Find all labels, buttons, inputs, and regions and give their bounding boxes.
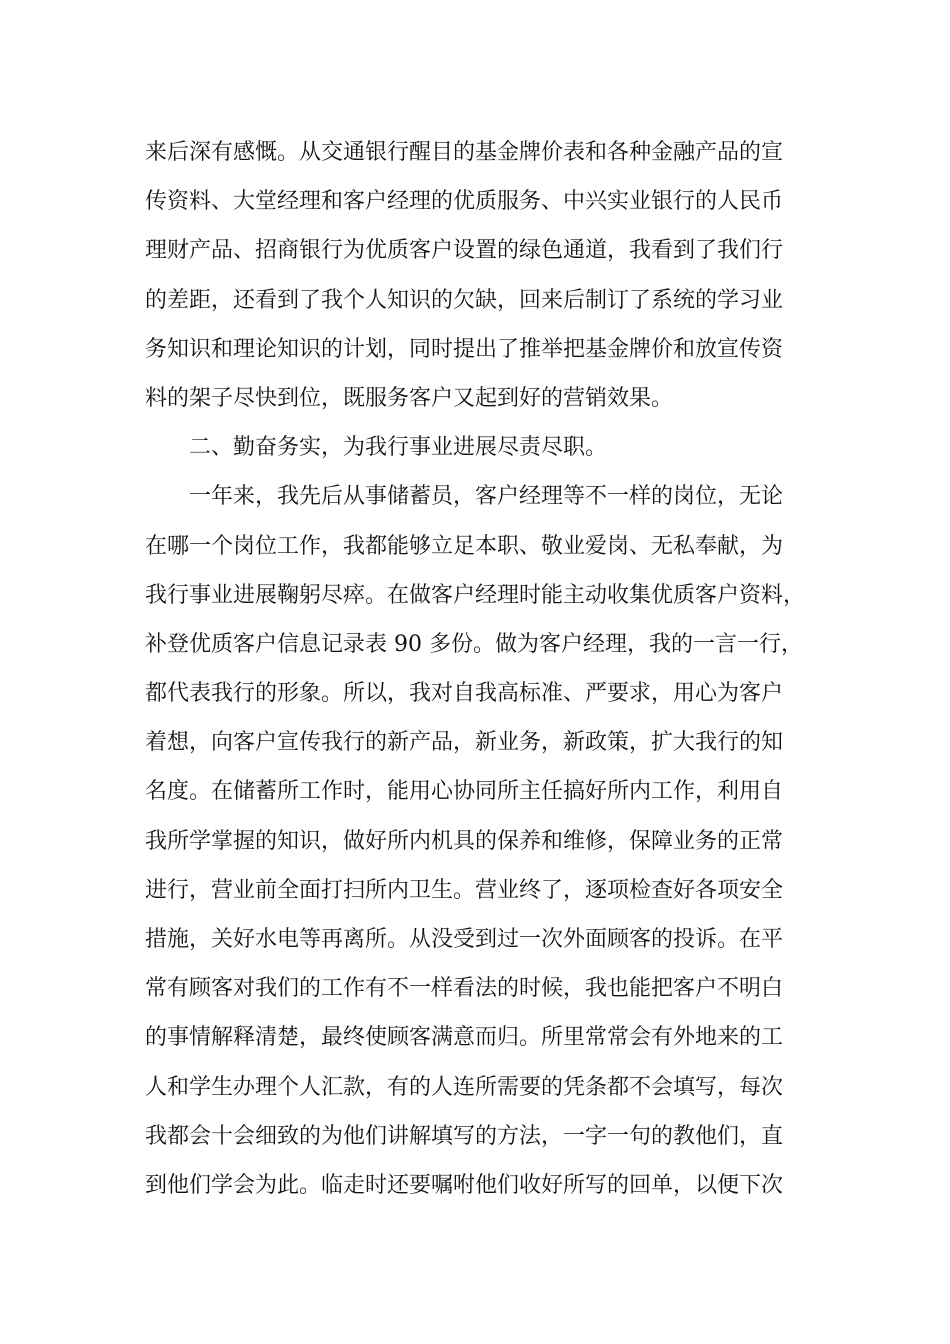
- text-line: 进行，营业前全面打扫所内卫生。营业终了，逐项检查好各项安全: [145, 877, 784, 903]
- text-line: 理财产品、招商银行为优质客户设置的绿色通道，我看到了我们行: [145, 238, 784, 264]
- text-line: 人和学生办理个人汇款，有的人连所需要的凭条都不会填写，每次: [145, 1074, 784, 1100]
- text-line: 都代表我行的形象。所以，我对自我高标准、严要求，用心为客户: [145, 681, 784, 707]
- text-line: 我行事业进展鞠躬尽瘁。在做客户经理时能主动收集优质客户资料，: [145, 582, 806, 608]
- text-line: 的事情解释清楚，最终使顾客满意而归。所里常常会有外地来的工: [145, 1025, 784, 1051]
- text-line: 到他们学会为此。临走时还要嘱咐他们收好所写的回单，以便下次: [145, 1172, 784, 1198]
- text-line: 传资料、大堂经理和客户经理的优质服务、中兴实业银行的人民币: [145, 189, 784, 215]
- text-line: 我所学掌握的知识，做好所内机具的保养和维修，保障业务的正常: [145, 828, 784, 854]
- text-line: 务知识和理论知识的计划，同时提出了推举把基金牌价和放宣传资: [145, 336, 784, 362]
- text-line: 的差距，还看到了我个人知识的欠缺，回来后制订了系统的学习业: [145, 287, 784, 313]
- text-line: 着想，向客户宣传我行的新产品，新业务，新政策，扩大我行的知: [145, 730, 784, 756]
- text-line: 在哪一个岗位工作，我都能够立足本职、敬业爱岗、无私奉献，为: [145, 533, 784, 559]
- paragraph-start: 一年来，我先后从事储蓄员，客户经理等不一样的岗位，无论: [189, 484, 784, 510]
- text-line: 来后深有感慨。从交通银行醒目的基金牌价表和各种金融产品的宣: [145, 140, 784, 165]
- section-heading: 二、勤奋务实，为我行事业进展尽责尽职。: [189, 435, 608, 461]
- text-line: 我都会十会细致的为他们讲解填写的方法，一字一句的教他们，直: [145, 1123, 784, 1149]
- text-line: 补登优质客户信息记录表 90 多份。做为客户经理，我的一言一行，: [145, 631, 803, 657]
- text-line: 措施，关好水电等再离所。从没受到过一次外面顾客的投诉。在平: [145, 927, 784, 952]
- text-line: 常有顾客对我们的工作有不一样看法的时候，我也能把客户不明白: [145, 976, 784, 1002]
- body-text: [145, 128, 815, 1210]
- text-line: 料的架子尽快到位，既服务客户又起到好的营销效果。: [145, 385, 674, 411]
- text-line: 名度。在储蓄所工作时，能用心协同所主任搞好所内工作，利用自: [145, 779, 784, 805]
